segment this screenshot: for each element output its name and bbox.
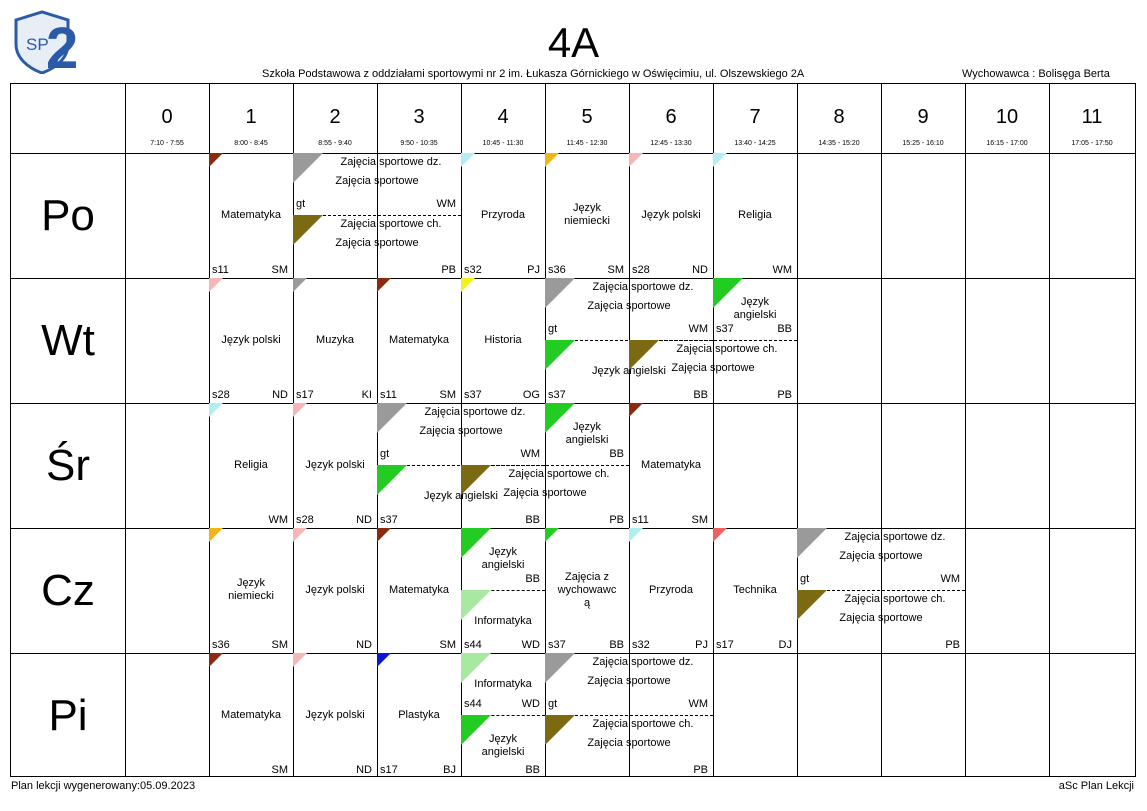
lesson-subject: Zajęcia sportowe bbox=[587, 300, 671, 312]
period-number: 0 bbox=[161, 106, 173, 128]
teacher-code: ND bbox=[692, 264, 708, 276]
subject-color-marker bbox=[461, 153, 475, 167]
teacher-code: SM bbox=[271, 639, 288, 651]
lesson-subject: Zajęcia sportowe bbox=[587, 675, 671, 687]
teacher-code: ND bbox=[356, 514, 372, 526]
teacher-code: ND bbox=[272, 389, 288, 401]
subject-color-marker bbox=[293, 528, 307, 542]
teacher-code: SM bbox=[439, 389, 456, 401]
app-credit: aSc Plan Lekcji bbox=[1058, 780, 1134, 792]
teacher-code: PB bbox=[441, 264, 456, 276]
lesson-subject: Zajęcia z bbox=[564, 570, 610, 583]
period-number: 2 bbox=[329, 106, 341, 128]
teacher-code: WM bbox=[688, 323, 708, 335]
teacher-code: SM bbox=[607, 264, 624, 276]
lesson-subject: Język polski bbox=[305, 583, 365, 596]
teacher-code: WM bbox=[436, 198, 456, 210]
subject-color-marker bbox=[377, 528, 391, 542]
teacher-code: SM bbox=[271, 264, 288, 276]
lesson-subject: angielski bbox=[481, 559, 525, 571]
subject-color-marker bbox=[209, 403, 223, 417]
lesson-cell[interactable] bbox=[713, 278, 797, 403]
room-number: s11 bbox=[212, 264, 229, 276]
lesson-subject: Przyroda bbox=[648, 583, 694, 596]
lesson-cell[interactable] bbox=[293, 528, 377, 653]
room-number: s28 bbox=[212, 389, 230, 401]
lesson-cell[interactable] bbox=[209, 403, 293, 528]
lesson-cell[interactable] bbox=[209, 278, 293, 403]
teacher-code: WM bbox=[268, 514, 288, 526]
period-number: 11 bbox=[1081, 106, 1103, 128]
teacher-code: BJ bbox=[443, 764, 456, 776]
group-name: Zajęcia sportowe dz. bbox=[340, 156, 442, 168]
grid-line bbox=[881, 84, 882, 776]
lesson-cell[interactable] bbox=[545, 653, 713, 778]
lesson-subject: niemiecki bbox=[564, 215, 610, 227]
teacher-code: BB bbox=[693, 389, 708, 401]
room-number: s17 bbox=[716, 639, 734, 651]
teacher-code: WD bbox=[521, 698, 540, 710]
period-number: 3 bbox=[413, 106, 425, 128]
room-number: s37 bbox=[548, 389, 566, 401]
lesson-cell[interactable] bbox=[545, 153, 629, 278]
period-number: 1 bbox=[245, 106, 257, 128]
day-label: Wt bbox=[41, 316, 95, 365]
lesson-subject: Historia bbox=[484, 333, 522, 346]
teacher-code: WM bbox=[688, 698, 708, 710]
lesson-subject: Język angielski bbox=[424, 489, 498, 502]
lesson-cell[interactable] bbox=[545, 528, 629, 653]
subject-color-marker bbox=[629, 403, 643, 417]
teacher-code: DJ bbox=[778, 639, 792, 651]
period-time: 8:55 - 9:40 bbox=[318, 140, 352, 147]
teacher-code: KI bbox=[361, 389, 372, 401]
logo-number: 2 bbox=[46, 16, 79, 74]
lesson-cell[interactable] bbox=[293, 278, 377, 403]
room-number: s44 bbox=[464, 698, 482, 710]
subject-color-marker bbox=[713, 528, 727, 542]
subject-color-marker bbox=[209, 153, 223, 167]
lesson-subject: Język bbox=[236, 577, 266, 589]
room-number: s44 bbox=[464, 639, 482, 651]
day-label: Śr bbox=[46, 441, 90, 490]
lesson-subject: angielski bbox=[733, 309, 777, 321]
lesson-cell[interactable] bbox=[629, 153, 713, 278]
lesson-subject: Muzyka bbox=[316, 333, 354, 346]
lesson-cell[interactable] bbox=[629, 403, 713, 528]
class-title: 4A bbox=[547, 19, 600, 66]
teacher-code: SM bbox=[439, 639, 456, 651]
room-number: s37 bbox=[716, 323, 734, 335]
period-number: 10 bbox=[995, 106, 1019, 128]
lesson-subject: wychowawc bbox=[557, 583, 617, 596]
lesson-cell[interactable] bbox=[713, 528, 797, 653]
period-number: 7 bbox=[749, 106, 761, 128]
room-number: s17 bbox=[380, 764, 398, 776]
period-number: 5 bbox=[581, 106, 593, 128]
timetable-grid bbox=[10, 83, 1136, 777]
period-number: 4 bbox=[497, 106, 509, 128]
lesson-subject: Język bbox=[572, 421, 602, 433]
lesson-cell[interactable] bbox=[209, 653, 293, 778]
room-number: gt bbox=[800, 573, 810, 585]
room-number: s32 bbox=[632, 639, 650, 651]
room-number: s36 bbox=[212, 639, 230, 651]
group-name: Zajęcia sportowe ch. bbox=[508, 468, 610, 480]
group-name: Zajęcia sportowe dz. bbox=[424, 406, 526, 418]
subject-color-marker bbox=[209, 528, 223, 542]
lesson-subject: Informatyka bbox=[474, 614, 532, 627]
teacher-code: BB bbox=[525, 514, 540, 526]
teacher-code: BB bbox=[609, 639, 624, 651]
teacher-code: WD bbox=[521, 639, 540, 651]
lesson-cell[interactable] bbox=[713, 153, 797, 278]
group-name: Zajęcia sportowe ch. bbox=[340, 218, 442, 230]
period-time: 10:45 - 11:30 bbox=[482, 140, 524, 147]
group-name: Zajęcia sportowe ch. bbox=[592, 718, 694, 730]
lesson-subject: Zajęcia sportowe bbox=[839, 550, 923, 562]
room-number: gt bbox=[296, 198, 306, 210]
period-time: 9:50 - 10:35 bbox=[400, 140, 438, 147]
room-number: s28 bbox=[632, 264, 650, 276]
lesson-subject: Język bbox=[488, 733, 518, 745]
teacher-code: PJ bbox=[527, 264, 540, 276]
subject-color-marker bbox=[293, 653, 307, 667]
lesson-cell[interactable] bbox=[545, 403, 629, 528]
period-number: 6 bbox=[665, 106, 677, 128]
room-number: s11 bbox=[632, 514, 649, 526]
teacher-code: PB bbox=[609, 514, 624, 526]
lesson-subject: Technika bbox=[733, 583, 777, 596]
lesson-subject: angielski bbox=[565, 434, 609, 446]
subject-color-marker bbox=[545, 528, 559, 542]
lesson-cell[interactable] bbox=[293, 403, 377, 528]
subject-color-marker bbox=[629, 153, 643, 167]
room-number: s11 bbox=[380, 389, 397, 401]
teacher-code: PJ bbox=[695, 639, 708, 651]
subject-color-marker bbox=[293, 403, 307, 417]
teacher-code: ND bbox=[356, 764, 372, 776]
subject-color-marker bbox=[713, 153, 727, 167]
teacher-code: BB bbox=[525, 573, 540, 585]
lesson-subject: Zajęcia sportowe bbox=[839, 612, 923, 624]
homeroom-teacher: Wychowawca : Bolisęga Berta bbox=[962, 68, 1110, 80]
room-number: s32 bbox=[464, 264, 482, 276]
period-time: 8:00 - 8:45 bbox=[234, 140, 268, 147]
teacher-code: PB bbox=[945, 639, 960, 651]
lesson-subject: Zajęcia sportowe bbox=[503, 487, 587, 499]
lesson-cell[interactable] bbox=[797, 528, 965, 653]
period-time: 15:25 - 16:10 bbox=[902, 140, 944, 147]
period-time: 17:05 - 17:50 bbox=[1071, 140, 1113, 147]
period-number: 9 bbox=[917, 106, 929, 128]
lesson-subject: Język bbox=[740, 296, 770, 308]
subject-color-marker bbox=[545, 153, 559, 167]
lesson-subject: Zajęcia sportowe bbox=[335, 175, 419, 187]
lesson-subject: Matematyka bbox=[389, 583, 449, 596]
period-number: 8 bbox=[833, 106, 845, 128]
teacher-code: WM bbox=[940, 573, 960, 585]
room-number: s36 bbox=[548, 264, 566, 276]
room-number: gt bbox=[548, 323, 558, 335]
lesson-cell[interactable] bbox=[377, 528, 461, 653]
room-number: s37 bbox=[380, 514, 398, 526]
lesson-subject: Język polski bbox=[305, 458, 365, 471]
teacher-code: OG bbox=[522, 389, 540, 401]
day-label: Cz bbox=[41, 566, 95, 615]
lesson-subject: Matematyka bbox=[221, 708, 281, 721]
teacher-code: WM bbox=[520, 448, 540, 460]
lesson-subject: Język bbox=[572, 202, 602, 214]
lesson-subject: Zajęcia sportowe bbox=[419, 425, 503, 437]
day-label: Pi bbox=[48, 691, 88, 740]
teacher-code: BB bbox=[609, 448, 624, 460]
lesson-cell[interactable] bbox=[461, 278, 545, 403]
teacher-code: ND bbox=[356, 639, 372, 651]
lesson-subject: Plastyka bbox=[398, 708, 440, 721]
grid-line bbox=[1049, 84, 1050, 776]
teacher-code: SM bbox=[691, 514, 708, 526]
lesson-subject: Informatyka bbox=[474, 677, 532, 690]
grid-line bbox=[797, 84, 798, 776]
room-number: s17 bbox=[296, 389, 314, 401]
logo-text: SP bbox=[26, 35, 49, 54]
lesson-cell[interactable] bbox=[461, 653, 545, 778]
subject-color-marker bbox=[461, 278, 475, 292]
lesson-subject: Język polski bbox=[641, 208, 701, 221]
teacher-code: PB bbox=[777, 389, 792, 401]
lesson-subject: Język angielski bbox=[592, 364, 666, 377]
room-number: gt bbox=[380, 448, 390, 460]
lesson-subject: Matematyka bbox=[389, 333, 449, 346]
room-number: gt bbox=[548, 698, 558, 710]
lesson-cell[interactable] bbox=[293, 653, 377, 778]
period-time: 7:10 - 7:55 bbox=[150, 140, 184, 147]
subject-color-marker bbox=[293, 278, 307, 292]
day-label: Po bbox=[41, 191, 95, 240]
grid-line bbox=[965, 84, 966, 776]
lesson-subject: Matematyka bbox=[641, 458, 701, 471]
subject-color-marker bbox=[209, 653, 223, 667]
period-time: 14:35 - 15:20 bbox=[818, 140, 860, 147]
lesson-subject: angielski bbox=[481, 746, 525, 758]
lesson-cell[interactable] bbox=[209, 528, 293, 653]
teacher-code: PB bbox=[693, 764, 708, 776]
lesson-subject: Religia bbox=[234, 458, 268, 471]
generated-date: Plan lekcji wygenerowany:05.09.2023 bbox=[11, 780, 196, 792]
room-number: s37 bbox=[464, 389, 482, 401]
room-number: s37 bbox=[548, 639, 566, 651]
subject-color-marker bbox=[377, 278, 391, 292]
group-name: Zajęcia sportowe ch. bbox=[676, 343, 778, 355]
teacher-code: BB bbox=[777, 323, 792, 335]
teacher-code: WM bbox=[772, 264, 792, 276]
period-time: 11:45 - 12:30 bbox=[566, 140, 608, 147]
lesson-subject: ą bbox=[583, 596, 591, 609]
lesson-subject: Język polski bbox=[305, 708, 365, 721]
teacher-code: BB bbox=[525, 764, 540, 776]
grid-line bbox=[125, 84, 126, 776]
lesson-cell[interactable] bbox=[377, 278, 461, 403]
lesson-subject: Religia bbox=[738, 208, 772, 221]
lesson-cell[interactable] bbox=[209, 153, 293, 278]
period-time: 13:40 - 14:25 bbox=[734, 140, 776, 147]
lesson-subject: Matematyka bbox=[221, 208, 281, 221]
room-number: s28 bbox=[296, 514, 314, 526]
lesson-cell[interactable] bbox=[461, 153, 545, 278]
lesson-cell[interactable] bbox=[293, 153, 461, 278]
period-time: 16:15 - 17:00 bbox=[986, 140, 1028, 147]
group-name: Zajęcia sportowe dz. bbox=[592, 656, 694, 668]
group-name: Zajęcia sportowe ch. bbox=[844, 593, 946, 605]
lesson-subject: Zajęcia sportowe bbox=[335, 237, 419, 249]
group-name: Zajęcia sportowe dz. bbox=[592, 281, 694, 293]
lesson-cell[interactable] bbox=[377, 653, 461, 778]
lesson-subject: Język polski bbox=[221, 333, 281, 346]
group-name: Zajęcia sportowe dz. bbox=[844, 531, 946, 543]
lesson-subject: Przyroda bbox=[480, 208, 526, 221]
lesson-subject: niemiecki bbox=[228, 590, 274, 602]
lesson-subject: Język bbox=[488, 546, 518, 558]
subject-color-marker bbox=[209, 278, 223, 292]
subject-color-marker bbox=[377, 653, 391, 667]
lesson-cell[interactable] bbox=[629, 528, 713, 653]
lesson-cell[interactable] bbox=[461, 528, 545, 653]
lesson-subject: Zajęcia sportowe bbox=[671, 362, 755, 374]
school-name: Szkoła Podstawowa z oddziałami sportowymi nr 2 im. Łukasza Górnickiego w Oświęcimiu, ul. Olszewskiego 2A bbox=[262, 68, 805, 80]
period-time: 12:45 - 13:30 bbox=[650, 140, 692, 147]
subject-color-marker bbox=[629, 528, 643, 542]
teacher-code: SM bbox=[271, 764, 288, 776]
lesson-subject: Zajęcia sportowe bbox=[587, 737, 671, 749]
